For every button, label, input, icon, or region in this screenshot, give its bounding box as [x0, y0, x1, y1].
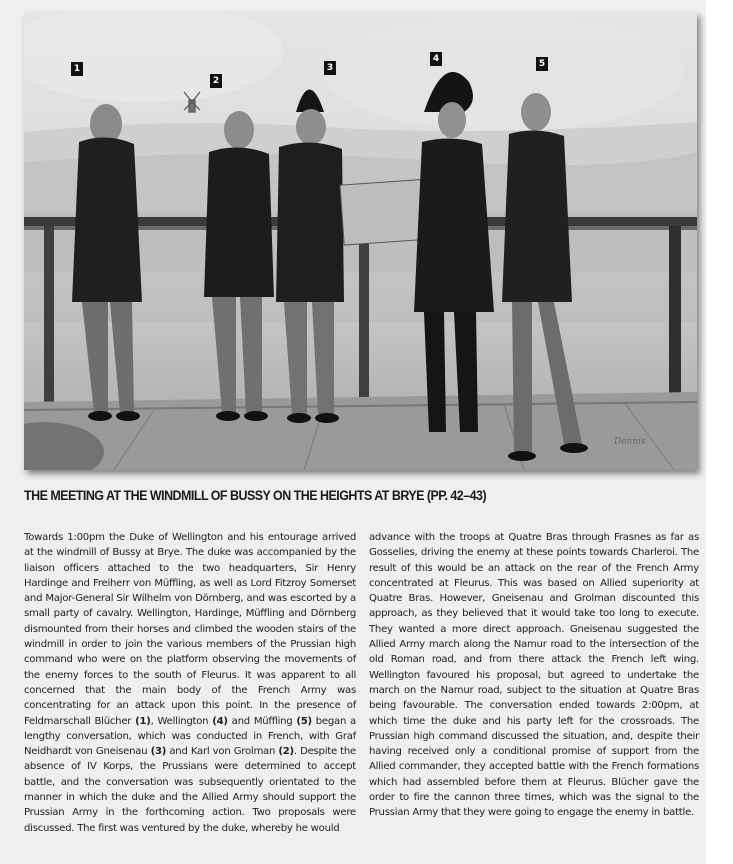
figure-ref: (1) — [135, 715, 151, 727]
figure-ref: (3) — [150, 746, 167, 758]
caption-title: THE MEETING AT THE WINDMILL OF BUSSY ON THE HEIGHTS AT BRYE (PP. 42–43) — [24, 488, 487, 503]
body-text: advance with the troops at Quatre Bras through Frasnes as far as Gosselies, driving the enemy at these points towards Charleroi. The result of this would be an attack on the rear of the French Army concentrated at Fleurus. This was based on Allied superiority at Quatre Bras. However, Gneisenau and Grolman discounted this approach, as they believed that it would take too long to execute. They wanted a more direct approach. Gneisenau suggested the Allied Army march along the Namur road to the intersection of the old Roman road, and from there attack the French left wing. Wellington favoured his proposal, but agreed to undertake the march on the Namur road, subject to the situation at Quatre Bras being favourable. The conversation ended towards 2:00pm, at which time the duke and his party left for the crossroads. The Prussian high command discussed the situation, and, despite their having received only a conditional promise of support from the Allied commander, they accepted battle with the French formations which had assembled before them at Fleurus. Blücher gave the order to fire the cannon three times, which was the signal to the Prussian Army that they were going to engage the enemy in battle. — [369, 532, 699, 819]
body-left-column — [24, 530, 356, 836]
body-text: . Despite the absence of IV Korps, the Prussians were determined to accept battle, and the conversation was subsequently orientated to the manner in which the duke and the Allied Army should support the Prussian Army in the forthcoming action. Two proposals were discussed. The first was ventured by the duke, whereby he would — [24, 746, 356, 834]
railing-post — [44, 226, 54, 406]
figure-marker-2: 2 — [210, 74, 222, 88]
figure-grolman — [204, 111, 274, 421]
illustration-artwork — [24, 12, 697, 470]
figure-ref: (5) — [296, 715, 312, 727]
railing-post — [359, 226, 369, 406]
figure-blucher — [72, 104, 142, 421]
figure-marker-3: 3 — [324, 61, 336, 75]
figure-marker-5: 5 — [536, 57, 548, 71]
body-text: and Karl von Grolman — [166, 746, 279, 758]
figure-marker-1: 1 — [71, 62, 83, 76]
body-right-column — [369, 530, 699, 821]
body-text: Towards 1:00pm the Duke of Wellington and his entourage arrived at the windmill of Bussy at Brye. The duke was accompanied by the liaison officers attached to the two headquarters, Sir Henry Hardinge and Freiherr von Müffling, as well as Lord Fitzroy Somerset and Major-General Sir Wilhelm von Dörnberg, and was escorted by a small party of cavalry. Wellington, Hardinge, Müffling and Dörnberg dismounted from their horses and climbed the wooden stairs of the windmill in order to join the various members of the Prussian high command who were on the platform observing the movements of the enemy forces to the south of Fleurus. It was apparent to all concerned that the main body of the French Army was concentrating for an attack upon this point. In the presence of Feldmarschall Blücher — [24, 532, 356, 727]
figure-ref: (4) — [212, 715, 228, 727]
railing-post — [669, 226, 681, 406]
body-text: and Müffling — [227, 715, 297, 727]
figure-ref: (2) — [278, 746, 294, 758]
body-text: began a lengthy conversation, which was conducted in French, with Graf Neidhardt von Gneisenau — [24, 715, 356, 758]
body-text: , Wellington — [150, 715, 213, 727]
illustration — [24, 12, 697, 470]
artist-signature: Dennis — [614, 437, 646, 447]
figure-marker-4: 4 — [430, 52, 442, 66]
